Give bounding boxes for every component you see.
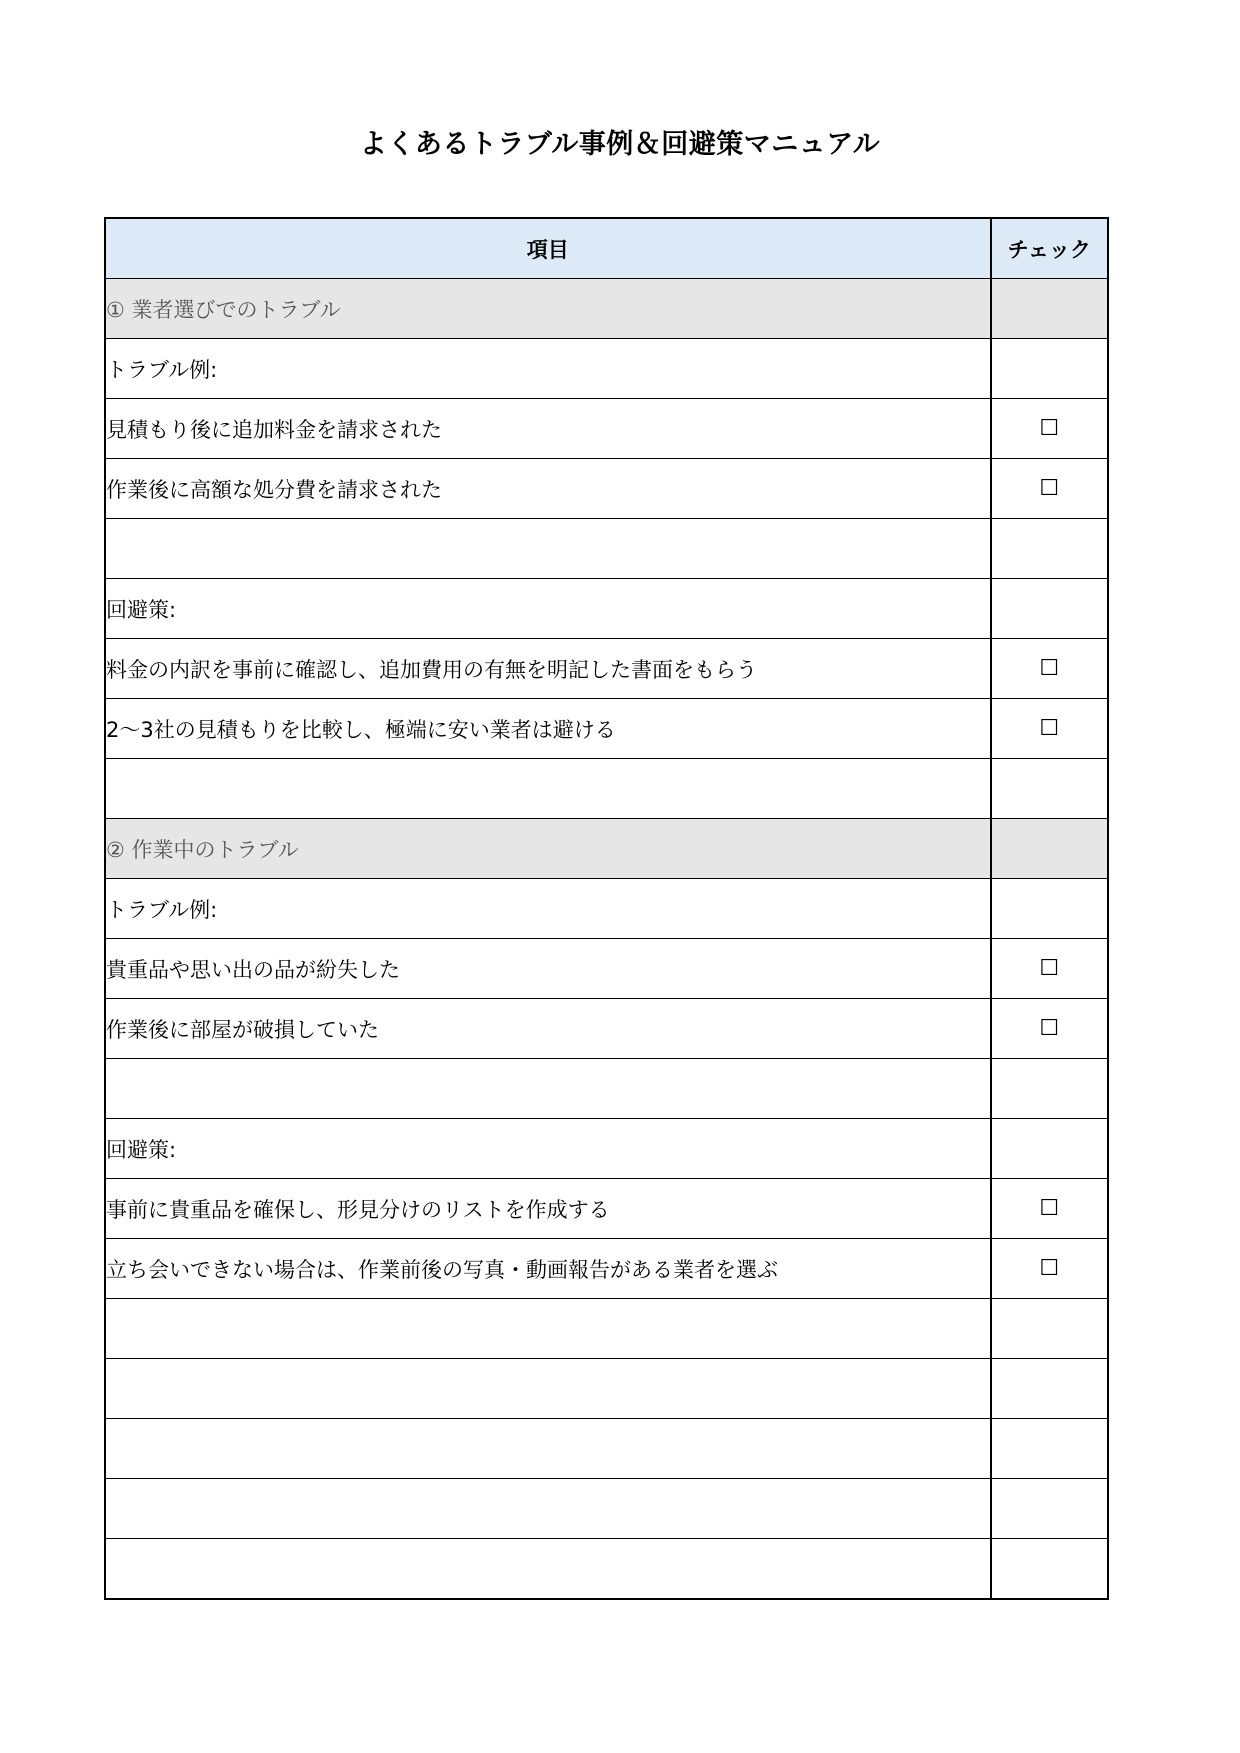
empty-check-cell xyxy=(991,879,1108,939)
empty-check-cell xyxy=(991,819,1108,879)
empty-check-cell xyxy=(991,1299,1108,1359)
checkbox[interactable]: ☐ xyxy=(991,1179,1108,1239)
empty-check-cell xyxy=(991,579,1108,639)
checklist-item-text: 見積もり後に追加料金を請求された xyxy=(106,399,991,459)
table-row xyxy=(106,1479,1108,1539)
checkbox[interactable]: ☐ xyxy=(991,399,1108,459)
table-row xyxy=(106,339,1108,399)
empty-check-cell xyxy=(991,759,1108,819)
empty-check-cell xyxy=(991,279,1108,339)
checkbox[interactable]: ☐ xyxy=(991,699,1108,759)
section-title: ① 業者選びでのトラブル xyxy=(106,279,991,339)
checkbox[interactable]: ☐ xyxy=(991,1239,1108,1299)
empty-check-cell xyxy=(991,1539,1108,1599)
checklist-body xyxy=(106,279,1108,1599)
group-label: トラブル例: xyxy=(106,879,991,939)
empty-cell xyxy=(106,1059,991,1119)
checklist-item-text: 作業後に部屋が破損していた xyxy=(106,999,991,1059)
empty-cell xyxy=(106,759,991,819)
check-column-header: チェック xyxy=(991,219,1108,279)
empty-check-cell xyxy=(991,1479,1108,1539)
table-row xyxy=(106,759,1108,819)
table-row xyxy=(106,939,1108,999)
checkbox[interactable]: ☐ xyxy=(991,999,1108,1059)
empty-cell xyxy=(106,1539,991,1599)
table-row xyxy=(106,1299,1108,1359)
checklist-item-text: 貴重品や思い出の品が紛失した xyxy=(106,939,991,999)
table-row xyxy=(106,1059,1108,1119)
checklist-table xyxy=(105,218,1108,1599)
checkbox[interactable]: ☐ xyxy=(991,939,1108,999)
table-row xyxy=(106,639,1108,699)
empty-cell xyxy=(106,1419,991,1479)
checklist-item-text: 料金の内訳を事前に確認し、追加費用の有無を明記した書面をもらう xyxy=(106,639,991,699)
table-row xyxy=(106,399,1108,459)
table-row xyxy=(106,1539,1108,1599)
group-label: 回避策: xyxy=(106,1119,991,1179)
table-row xyxy=(106,879,1108,939)
table-row xyxy=(106,999,1108,1059)
checkbox[interactable]: ☐ xyxy=(991,459,1108,519)
checklist-item-text: 事前に貴重品を確保し、形見分けのリストを作成する xyxy=(106,1179,991,1239)
empty-check-cell xyxy=(991,339,1108,399)
checklist-item-text: 立ち会いできない場合は、作業前後の写真・動画報告がある業者を選ぶ xyxy=(106,1239,991,1299)
checkbox[interactable]: ☐ xyxy=(991,639,1108,699)
empty-check-cell xyxy=(991,1359,1108,1419)
table-row xyxy=(106,579,1108,639)
table-row xyxy=(106,519,1108,579)
item-column-header: 項目 xyxy=(106,219,991,279)
group-label: 回避策: xyxy=(106,579,991,639)
table-header-row xyxy=(106,219,1108,279)
checklist-item-text: 2〜3社の見積もりを比較し、極端に安い業者は避ける xyxy=(106,699,991,759)
table-row xyxy=(106,1239,1108,1299)
section-header-row xyxy=(106,819,1108,879)
empty-check-cell xyxy=(991,519,1108,579)
section-title: ② 作業中のトラブル xyxy=(106,819,991,879)
group-label: トラブル例: xyxy=(106,339,991,399)
page-title: よくあるトラブル事例＆回避策マニュアル xyxy=(359,129,881,160)
table-row xyxy=(106,1359,1108,1419)
empty-cell xyxy=(106,519,991,579)
table-row xyxy=(106,1179,1108,1239)
table-row xyxy=(106,1119,1108,1179)
checklist-item-text: 作業後に高額な処分費を請求された xyxy=(106,459,991,519)
section-header-row xyxy=(106,279,1108,339)
table-row xyxy=(106,1419,1108,1479)
empty-check-cell xyxy=(991,1119,1108,1179)
empty-cell xyxy=(106,1299,991,1359)
empty-check-cell xyxy=(991,1059,1108,1119)
empty-cell xyxy=(106,1359,991,1419)
table-row xyxy=(106,699,1108,759)
empty-cell xyxy=(106,1479,991,1539)
table-row xyxy=(106,459,1108,519)
empty-check-cell xyxy=(991,1419,1108,1479)
